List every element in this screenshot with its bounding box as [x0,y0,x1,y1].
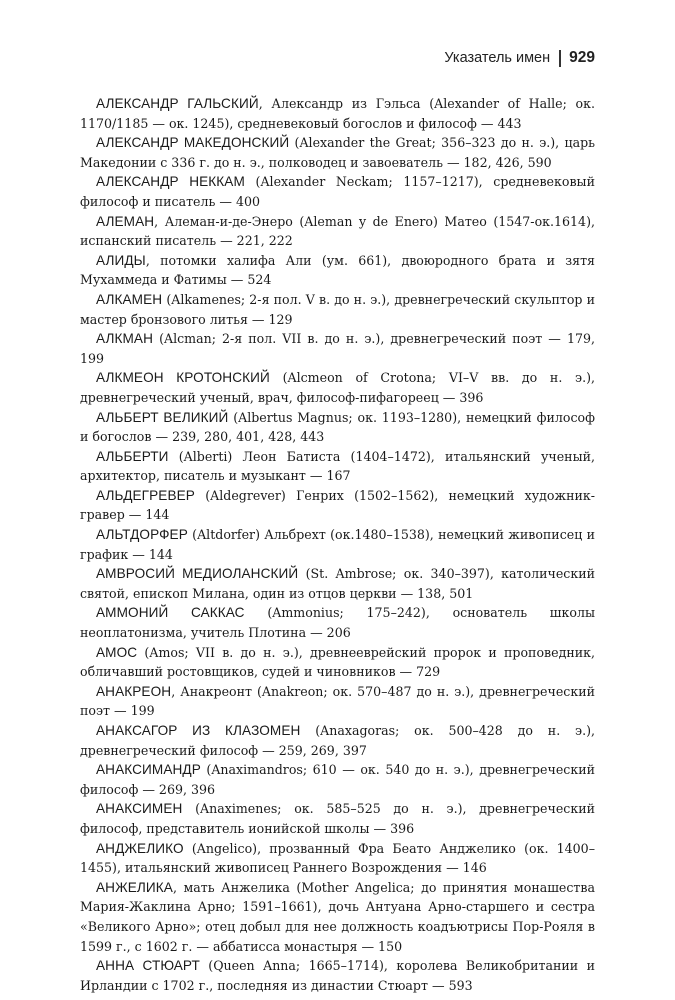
entry-text: (Albertus Magnus; ок. 1193–1280), немецкий философ и богослов — 239, 280, 401, 428, 443 [80,409,595,445]
section-title: Указатель имен [444,50,551,66]
entry-name: АНДЖЕЛИКО [96,840,184,856]
entry-name: АЛЬТДОРФЕР [96,527,188,543]
index-entry [80,94,595,133]
index-entry [80,329,595,368]
entry-name: АНАКСАГОР ИЗ КЛАЗОМЕН [96,723,301,738]
entry-name: АННА СТЮАРТ [96,958,200,974]
entry-name: АЛЬБЕРТ ВЕЛИКИЙ [96,409,229,425]
entry-text: (Ammonius; 175–242), основатель школы неоплатонизма, учитель Плотина — 206 [80,605,595,641]
entry-name: АЛЕМАН [96,213,155,229]
index-entry [80,251,595,290]
entry-name: АНАКСИМЕН [96,801,183,817]
entry-text: (Anaximandros; 610 — ок. 540 до н. э.), древнегреческий философ — 269, 396 [80,762,595,797]
index-entry [80,212,595,251]
index-entry [80,172,595,211]
entry-name: АНАКРЕОН [96,683,172,699]
entry-text: (Alcmeon of Crotona; VI–V вв. до н. э.), древнегреческий ученый, врач, философ-пифагореец — 396 [80,370,596,405]
entry-name: АНАКСИМАНДР [96,762,201,778]
running-header [444,49,595,67]
entry-name: АММОНИЙ САККАС [96,605,245,621]
index-entry [80,878,595,956]
entry-name: АЛЬБЕРТИ [96,448,169,464]
entry-text: (Altdorfer) Альбрехт (ок.1480–1538), немецкий живописец и график — 144 [80,527,595,562]
index-entry [80,956,595,995]
header-divider [559,50,561,67]
entry-text: , мать Анжелика (Mother Angelica; до принятия монашества Мария-Жаклина Арно; 1591–1661), дочь Антуана Арно-старшего и сестра «Великого Арно»; отец добыл для нее должность коадъютрисы Пор-Рояля в 1599 г., с 1602 г. — аббатисса монастыря — 150 [80,879,595,954]
entry-name: АЛЬДЕГРЕВЕР [96,487,195,503]
entry-text: (Alberti) Леон Батиста (1404–1472), итальянский ученый, архитектор, писатель и музыкант — 167 [80,448,595,484]
entry-text: (Amos; VII в. до н. э.), древнееврейский пророк и проповедник, обличавший ростовщиков, судей и чиновников — 729 [80,644,595,680]
entry-text: (St. Ambrose; ок. 340–397), католический святой, епископ Милана, один из отцов церкви — 138, 501 [80,566,595,601]
index-entry [80,721,595,760]
entry-name: АЛКМЕОН КРОТОНСКИЙ [96,370,270,386]
entry-name: АЛЕКСАНДР МАКЕДОНСКИЙ [96,135,290,151]
entry-text: (Aldegrever) Генрих (1502–1562), немецкий художник-гравер — 144 [80,487,595,523]
index-entry [80,799,595,838]
index-entry [80,290,595,329]
entry-text: (Angelico), прозванный Фра Беато Анджелико (ок. 1400–1455), итальянский живописец Раннего Возрождения — 146 [80,840,595,876]
index-entry [80,368,595,407]
index-entry [80,408,595,447]
entry-name: АЛИДЫ [96,252,146,268]
entry-text: , Анакреонт (Anakreon; ок. 570–487 до н. э.), древнегреческий поэт — 199 [80,683,595,719]
entry-name: АЛКМАН [96,331,154,347]
index-entry [80,486,595,525]
entry-name: АЛЕКСАНДР НЕККАМ [96,174,245,190]
entry-text: (Alcman; 2-я пол. VII в. до н. э.), древнегреческий поэт — 179, 199 [80,331,595,366]
entry-name: АЛКАМЕН [96,291,163,307]
entry-text: (Alexander the Great; 356–323 до н. э.), царь Македонии с 336 г. до н. э., полководец и завоеватель — 182, 426, 590 [80,135,595,170]
index-entry [80,447,595,486]
entry-text: (Alkamenes; 2-я пол. V в. до н. э.), древнегреческий скульптор и мастер бронзового литья — 129 [80,291,595,327]
entry-text: (Alexander Neckam; 1157–1217), средневековый философ и писатель — 400 [80,174,595,209]
entry-text: (Queen Anna; 1665–1714), королева Великобритании и Ирландии с 1702 г., последняя из династии Стюарт — 593 [80,958,596,993]
entry-name: АЛЕКСАНДР ГАЛЬСКИЙ [96,96,259,111]
index-entry [80,133,595,172]
entry-name: АМВРОСИЙ МЕДИОЛАНСКИЙ [96,566,299,582]
entry-text: , Алеман-и-де-Энеро (Aleman y de Enero) Матео (1547-ок.1614), испанский писатель — 221, 222 [80,213,595,249]
name-index [80,94,595,995]
page-number: 929 [569,49,595,66]
entry-name: АМОС [96,644,138,660]
entry-text: , Александр из Гэльса (Alexander of Halle; ок. 1170/1185 — ок. 1245), средневековый богослов и философ — 443 [80,96,596,131]
entry-text: (Anaximenes; ок. 585–525 до н. э.), древнегреческий философ, представитель ионийской школы — 396 [80,801,595,836]
index-entry [80,603,595,642]
entry-text: , потомки халифа Али (ум. 661), двоюродного брата и зятя Мухаммеда и Фатимы — 524 [80,252,595,288]
entry-name: АНЖЕЛИКА [96,879,173,895]
index-entry [80,525,595,564]
index-entry [80,760,595,799]
index-entry [80,643,595,682]
index-entry [80,839,595,878]
index-entry [80,682,595,721]
index-entry [80,564,595,603]
entry-text: (Anaxagoras; ок. 500–428 до н. э.), древнегреческий философ — 259, 269, 397 [80,723,595,758]
